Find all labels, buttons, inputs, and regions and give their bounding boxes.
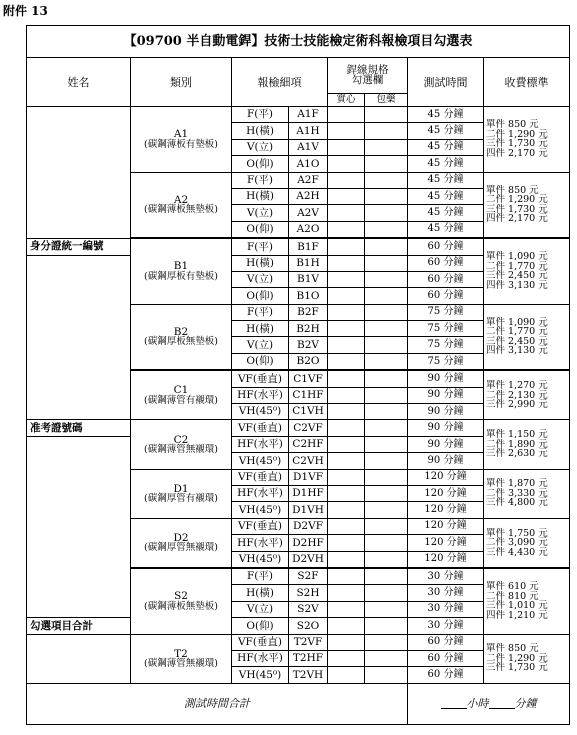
item-time: 60 分鐘 bbox=[408, 667, 484, 683]
solid-check-cell[interactable] bbox=[328, 337, 365, 353]
item-time: 120 分鐘 bbox=[408, 551, 484, 568]
item-position: VH(45⁰) bbox=[232, 667, 289, 683]
flux-check-cell[interactable] bbox=[365, 139, 408, 155]
item-position: H(橫) bbox=[232, 188, 289, 204]
item-time: 75 分鐘 bbox=[408, 321, 484, 337]
flux-check-cell[interactable] bbox=[365, 172, 408, 188]
item-code: D1VH bbox=[289, 502, 328, 518]
solid-check-cell[interactable] bbox=[328, 172, 365, 188]
solid-check-cell[interactable] bbox=[328, 205, 365, 221]
category-cell bbox=[131, 634, 232, 683]
item-time: 90 分鐘 bbox=[408, 387, 484, 403]
flux-check-cell[interactable] bbox=[365, 518, 408, 534]
item-code: C2HF bbox=[289, 436, 328, 452]
item-code: C1VF bbox=[289, 370, 328, 387]
item-time: 120 分鐘 bbox=[408, 485, 484, 501]
header-fee: 收費標準 bbox=[484, 58, 570, 107]
item-time: 30 分鐘 bbox=[408, 618, 484, 634]
item-code: D2HF bbox=[289, 535, 328, 551]
item-time: 30 分鐘 bbox=[408, 585, 484, 601]
flux-check-cell[interactable] bbox=[365, 585, 408, 601]
fee-line: 二件 1,770 元 bbox=[486, 260, 548, 272]
fee-line: 三件 2,630 元 bbox=[486, 448, 548, 460]
item-time: 120 分鐘 bbox=[408, 518, 484, 534]
item-time: 60 分鐘 bbox=[408, 650, 484, 666]
item-position: O(仰) bbox=[232, 221, 289, 238]
item-position: H(橫) bbox=[232, 585, 289, 601]
fee-line: 二件 3,330 元 bbox=[486, 487, 548, 499]
category-cell bbox=[131, 172, 232, 238]
item-time: 45 分鐘 bbox=[408, 172, 484, 188]
item-code: A1F bbox=[289, 107, 328, 123]
item-code: B2O bbox=[289, 353, 328, 370]
item-time: 90 分鐘 bbox=[408, 420, 484, 436]
solid-check-cell[interactable] bbox=[328, 387, 365, 403]
solid-check-cell[interactable] bbox=[328, 255, 365, 271]
item-time: 45 分鐘 bbox=[408, 188, 484, 204]
item-position: F(平) bbox=[232, 107, 289, 123]
item-position: V(立) bbox=[232, 139, 289, 155]
fee-line: 單件 1,870 元 bbox=[486, 478, 548, 490]
fee-cell bbox=[484, 568, 570, 634]
item-time: 120 分鐘 bbox=[408, 535, 484, 551]
item-code: A2O bbox=[289, 221, 328, 238]
item-time: 45 分鐘 bbox=[408, 139, 484, 155]
flux-check-cell[interactable] bbox=[365, 304, 408, 320]
weld-spec-label: 銲線規格 bbox=[346, 63, 389, 76]
item-code: S2O bbox=[289, 618, 328, 634]
item-position: VF(垂直) bbox=[232, 634, 289, 650]
item-position: VF(垂直) bbox=[232, 518, 289, 534]
item-position: HF(水平) bbox=[232, 387, 289, 403]
minutes-blank[interactable] bbox=[489, 698, 515, 709]
item-code: D2VF bbox=[289, 518, 328, 534]
flux-check-cell[interactable] bbox=[365, 370, 408, 387]
category-cell bbox=[131, 304, 232, 370]
fee-line: 二件 1,290 元 bbox=[486, 128, 548, 140]
fee-line: 單件 850 元 bbox=[486, 184, 539, 196]
total-time-field[interactable] bbox=[408, 683, 570, 724]
item-position: VF(垂直) bbox=[232, 370, 289, 387]
category-desc: (碳鋼厚板無墊板) bbox=[144, 336, 218, 348]
item-code: B2H bbox=[289, 321, 328, 337]
fee-cell bbox=[484, 304, 570, 370]
total-time-label: 測試時間合計 bbox=[27, 683, 408, 724]
fee-line: 二件 810 元 bbox=[486, 590, 539, 602]
item-code: B2V bbox=[289, 337, 328, 353]
fee-line: 二件 1,290 元 bbox=[486, 194, 548, 206]
item-code: A1H bbox=[289, 123, 328, 139]
category-code: D2 bbox=[173, 531, 189, 544]
fee-cell bbox=[484, 172, 570, 238]
item-position: F(平) bbox=[232, 568, 289, 585]
category-desc: (碳鋼薄管有襯環) bbox=[144, 394, 218, 406]
flux-check-cell[interactable] bbox=[365, 188, 408, 204]
item-position: O(仰) bbox=[232, 156, 289, 172]
header-name: 姓名 bbox=[27, 58, 131, 107]
fee-line: 二件 3,090 元 bbox=[486, 537, 548, 549]
category-code: C2 bbox=[173, 433, 189, 446]
item-position: VF(垂直) bbox=[232, 469, 289, 485]
solid-check-cell[interactable] bbox=[328, 551, 365, 568]
item-code: S2F bbox=[289, 568, 328, 585]
selection-form-table bbox=[26, 25, 570, 725]
category-desc: (碳鋼薄板無墊板) bbox=[144, 600, 218, 612]
flux-check-cell[interactable] bbox=[365, 321, 408, 337]
solid-check-cell[interactable] bbox=[328, 469, 365, 485]
solid-check-cell[interactable] bbox=[328, 453, 365, 469]
item-time: 45 分鐘 bbox=[408, 107, 484, 123]
item-time: 120 分鐘 bbox=[408, 502, 484, 518]
solid-check-cell[interactable] bbox=[328, 271, 365, 287]
fee-cell bbox=[484, 469, 570, 518]
solid-check-cell[interactable] bbox=[328, 601, 365, 617]
flux-check-cell[interactable] bbox=[365, 650, 408, 666]
side-label-admission: 准考證號碼 bbox=[27, 420, 131, 436]
side-label-id: 身分證統一編號 bbox=[27, 238, 131, 255]
fee-line: 三件 4,800 元 bbox=[486, 497, 548, 509]
category-cell bbox=[131, 420, 232, 469]
item-position: HF(水平) bbox=[232, 650, 289, 666]
item-position: H(橫) bbox=[232, 255, 289, 271]
item-position: V(立) bbox=[232, 271, 289, 287]
fee-line: 單件 1,150 元 bbox=[486, 429, 548, 441]
fee-line: 單件 1,270 元 bbox=[486, 380, 548, 392]
solid-check-cell[interactable] bbox=[328, 436, 365, 452]
category-cell bbox=[131, 568, 232, 634]
category-code: D1 bbox=[173, 482, 189, 495]
item-time: 60 分鐘 bbox=[408, 288, 484, 304]
fee-line: 三件 1,730 元 bbox=[486, 203, 548, 215]
flux-check-cell[interactable] bbox=[365, 601, 408, 617]
category-code: B2 bbox=[173, 325, 189, 338]
item-code: C2VF bbox=[289, 420, 328, 436]
item-time: 45 分鐘 bbox=[408, 123, 484, 139]
solid-check-cell[interactable] bbox=[328, 585, 365, 601]
item-code: B2F bbox=[289, 304, 328, 320]
item-position: O(仰) bbox=[232, 618, 289, 634]
solid-check-cell[interactable] bbox=[328, 321, 365, 337]
hours-blank[interactable] bbox=[441, 698, 467, 709]
item-code: D1HF bbox=[289, 485, 328, 501]
item-row bbox=[27, 634, 570, 650]
item-time: 30 分鐘 bbox=[408, 568, 484, 585]
category-code: S2 bbox=[174, 590, 188, 603]
solid-check-cell[interactable] bbox=[328, 568, 365, 585]
solid-check-cell[interactable] bbox=[328, 288, 365, 304]
header-category: 類別 bbox=[131, 58, 232, 107]
fee-line: 二件 1,770 元 bbox=[486, 326, 548, 338]
item-time: 60 分鐘 bbox=[408, 634, 484, 650]
item-code: S2V bbox=[289, 601, 328, 617]
item-position: F(平) bbox=[232, 172, 289, 188]
flux-check-cell[interactable] bbox=[365, 568, 408, 585]
flux-check-cell[interactable] bbox=[365, 634, 408, 650]
fee-line: 三件 2,990 元 bbox=[486, 399, 548, 411]
flux-check-cell[interactable] bbox=[365, 667, 408, 683]
fee-line: 單件 850 元 bbox=[486, 643, 539, 655]
item-position: HF(水平) bbox=[232, 436, 289, 452]
solid-check-cell[interactable] bbox=[328, 650, 365, 666]
category-cell bbox=[131, 238, 232, 304]
fee-cell bbox=[484, 420, 570, 469]
item-time: 90 分鐘 bbox=[408, 370, 484, 387]
category-code: T2 bbox=[174, 647, 188, 660]
item-code: T2VF bbox=[289, 634, 328, 650]
solid-check-cell[interactable] bbox=[328, 123, 365, 139]
item-code: T2VH bbox=[289, 667, 328, 683]
item-position: VH(45⁰) bbox=[232, 502, 289, 518]
category-desc: (碳鋼厚管無襯環) bbox=[144, 542, 218, 554]
item-position: VH(45⁰) bbox=[232, 404, 289, 420]
item-position: V(立) bbox=[232, 205, 289, 221]
flux-check-cell[interactable] bbox=[365, 107, 408, 123]
item-code: A2H bbox=[289, 188, 328, 204]
flux-check-cell[interactable] bbox=[365, 485, 408, 501]
category-desc: (碳鋼厚管有襯環) bbox=[144, 493, 218, 505]
fee-line: 四件 3,130 元 bbox=[486, 279, 548, 291]
flux-check-cell[interactable] bbox=[365, 420, 408, 436]
fee-line: 三件 4,430 元 bbox=[486, 546, 548, 558]
category-cell bbox=[131, 107, 232, 173]
flux-check-cell[interactable] bbox=[365, 469, 408, 485]
category-code: A2 bbox=[173, 193, 189, 206]
solid-check-cell[interactable] bbox=[328, 518, 365, 534]
flux-check-cell[interactable] bbox=[365, 238, 408, 255]
flux-check-cell[interactable] bbox=[365, 288, 408, 304]
item-position: HF(水平) bbox=[232, 535, 289, 551]
solid-check-cell[interactable] bbox=[328, 353, 365, 370]
fee-line: 單件 1,090 元 bbox=[486, 316, 548, 328]
item-code: B1O bbox=[289, 288, 328, 304]
solid-check-cell[interactable] bbox=[328, 188, 365, 204]
fee-cell bbox=[484, 238, 570, 304]
fee-line: 四件 2,170 元 bbox=[486, 213, 548, 225]
item-code: A1O bbox=[289, 156, 328, 172]
solid-check-cell[interactable] bbox=[328, 139, 365, 155]
solid-check-cell[interactable] bbox=[328, 238, 365, 255]
solid-check-cell[interactable] bbox=[328, 420, 365, 436]
flux-check-cell[interactable] bbox=[365, 436, 408, 452]
item-position: VF(垂直) bbox=[232, 420, 289, 436]
side-label-total: 勾選項目合計 bbox=[27, 618, 131, 634]
item-position: F(平) bbox=[232, 304, 289, 320]
solid-check-cell[interactable] bbox=[328, 502, 365, 518]
item-time: 60 分鐘 bbox=[408, 255, 484, 271]
item-code: A1V bbox=[289, 139, 328, 155]
flux-check-cell[interactable] bbox=[365, 205, 408, 221]
flux-check-cell[interactable] bbox=[365, 221, 408, 238]
item-time: 90 分鐘 bbox=[408, 436, 484, 452]
item-time: 75 分鐘 bbox=[408, 304, 484, 320]
solid-check-cell[interactable] bbox=[328, 107, 365, 123]
fee-line: 二件 1,890 元 bbox=[486, 438, 548, 450]
fee-line: 四件 2,170 元 bbox=[486, 147, 548, 159]
item-position: O(仰) bbox=[232, 353, 289, 370]
fee-line: 三件 2,450 元 bbox=[486, 335, 548, 347]
form-title: 【09700 半自動電銲】技術士技能檢定術科報檢項目勾選表 bbox=[27, 26, 570, 58]
flux-check-cell[interactable] bbox=[365, 123, 408, 139]
category-desc: (碳鋼薄板有墊板) bbox=[144, 138, 218, 150]
solid-check-cell[interactable] bbox=[328, 370, 365, 387]
solid-check-cell[interactable] bbox=[328, 634, 365, 650]
item-code: C1HF bbox=[289, 387, 328, 403]
item-code: A2F bbox=[289, 172, 328, 188]
flux-check-cell[interactable] bbox=[365, 618, 408, 634]
flux-check-cell[interactable] bbox=[365, 502, 408, 518]
item-position: HF(水平) bbox=[232, 485, 289, 501]
solid-check-cell[interactable] bbox=[328, 221, 365, 238]
item-position: VH(45⁰) bbox=[232, 551, 289, 568]
category-desc: (碳鋼薄管無襯環) bbox=[144, 658, 218, 670]
fee-line: 單件 1,750 元 bbox=[486, 527, 548, 539]
check-col-label: 勾選欄 bbox=[351, 74, 384, 87]
minutes-label: 分鐘 bbox=[514, 697, 537, 711]
item-code: D1VF bbox=[289, 469, 328, 485]
flux-check-cell[interactable] bbox=[365, 387, 408, 403]
flux-check-cell[interactable] bbox=[365, 156, 408, 172]
item-position: H(橫) bbox=[232, 123, 289, 139]
item-code: B1H bbox=[289, 255, 328, 271]
category-desc: (碳鋼薄板無墊板) bbox=[144, 204, 218, 216]
flux-check-cell[interactable] bbox=[365, 337, 408, 353]
item-position: VH(45⁰) bbox=[232, 453, 289, 469]
item-code: B1F bbox=[289, 238, 328, 255]
side-input-cell[interactable] bbox=[27, 107, 131, 239]
category-cell bbox=[131, 518, 232, 568]
item-time: 45 分鐘 bbox=[408, 156, 484, 172]
solid-check-cell[interactable] bbox=[328, 667, 365, 683]
attachment-label: 附件 13 bbox=[3, 4, 48, 18]
category-code: A1 bbox=[173, 128, 189, 141]
header-time: 測試時間 bbox=[408, 58, 484, 107]
fee-line: 三件 2,450 元 bbox=[486, 270, 548, 282]
fee-line: 三件 1,010 元 bbox=[486, 600, 548, 612]
category-desc: (碳鋼厚板有墊板) bbox=[144, 270, 218, 282]
fee-line: 三件 1,730 元 bbox=[486, 662, 548, 674]
item-time: 90 分鐘 bbox=[408, 453, 484, 469]
category-desc: (碳鋼薄管無襯環) bbox=[144, 444, 218, 455]
fee-line: 單件 610 元 bbox=[486, 581, 539, 593]
flux-check-cell[interactable] bbox=[365, 404, 408, 420]
item-position: V(立) bbox=[232, 337, 289, 353]
fee-cell bbox=[484, 518, 570, 568]
item-row bbox=[27, 107, 570, 123]
item-time: 45 分鐘 bbox=[408, 221, 484, 238]
fee-cell bbox=[484, 370, 570, 420]
item-code: B1V bbox=[289, 271, 328, 287]
header-solid: 實心 bbox=[328, 93, 365, 106]
item-time: 45 分鐘 bbox=[408, 205, 484, 221]
fee-line: 二件 2,130 元 bbox=[486, 389, 548, 401]
fee-cell bbox=[484, 107, 570, 173]
header-flux: 包藥 bbox=[365, 93, 408, 106]
fee-line: 四件 1,210 元 bbox=[486, 609, 548, 621]
item-time: 75 分鐘 bbox=[408, 353, 484, 370]
flux-check-cell[interactable] bbox=[365, 255, 408, 271]
category-code: C1 bbox=[173, 384, 189, 397]
item-time: 60 分鐘 bbox=[408, 271, 484, 287]
hours-label: 小時 bbox=[466, 697, 489, 711]
item-time: 75 分鐘 bbox=[408, 337, 484, 353]
solid-check-cell[interactable] bbox=[328, 404, 365, 420]
item-code: S2H bbox=[289, 585, 328, 601]
fee-cell bbox=[484, 634, 570, 683]
item-row bbox=[27, 420, 570, 436]
item-code: C2VH bbox=[289, 453, 328, 469]
side-input-cell[interactable] bbox=[27, 634, 131, 683]
item-position: H(橫) bbox=[232, 321, 289, 337]
solid-check-cell[interactable] bbox=[328, 156, 365, 172]
solid-check-cell[interactable] bbox=[328, 304, 365, 320]
flux-check-cell[interactable] bbox=[365, 551, 408, 568]
item-code: C1VH bbox=[289, 404, 328, 420]
item-time: 90 分鐘 bbox=[408, 404, 484, 420]
side-input-cell[interactable] bbox=[27, 255, 131, 420]
item-row bbox=[27, 238, 570, 255]
flux-check-cell[interactable] bbox=[365, 271, 408, 287]
fee-line: 三件 1,730 元 bbox=[486, 138, 548, 150]
item-time: 30 分鐘 bbox=[408, 601, 484, 617]
fee-line: 四件 3,130 元 bbox=[486, 345, 548, 357]
side-input-cell[interactable] bbox=[27, 436, 131, 617]
flux-check-cell[interactable] bbox=[365, 535, 408, 551]
category-cell bbox=[131, 370, 232, 420]
fee-line: 單件 1,090 元 bbox=[486, 251, 548, 263]
flux-check-cell[interactable] bbox=[365, 453, 408, 469]
header-weld-spec bbox=[328, 58, 408, 94]
item-code: A2V bbox=[289, 205, 328, 221]
fee-line: 二件 1,290 元 bbox=[486, 652, 548, 664]
solid-check-cell[interactable] bbox=[328, 485, 365, 501]
item-code: T2HF bbox=[289, 650, 328, 666]
solid-check-cell[interactable] bbox=[328, 618, 365, 634]
item-position: V(立) bbox=[232, 601, 289, 617]
category-cell bbox=[131, 469, 232, 518]
item-position: O(仰) bbox=[232, 288, 289, 304]
item-code: D2VH bbox=[289, 551, 328, 568]
flux-check-cell[interactable] bbox=[365, 353, 408, 370]
header-detail: 報檢細項 bbox=[232, 58, 328, 107]
solid-check-cell[interactable] bbox=[328, 535, 365, 551]
item-time: 60 分鐘 bbox=[408, 238, 484, 255]
item-position: F(平) bbox=[232, 238, 289, 255]
category-code: B1 bbox=[173, 260, 189, 273]
fee-line: 單件 850 元 bbox=[486, 119, 539, 131]
item-time: 120 分鐘 bbox=[408, 469, 484, 485]
